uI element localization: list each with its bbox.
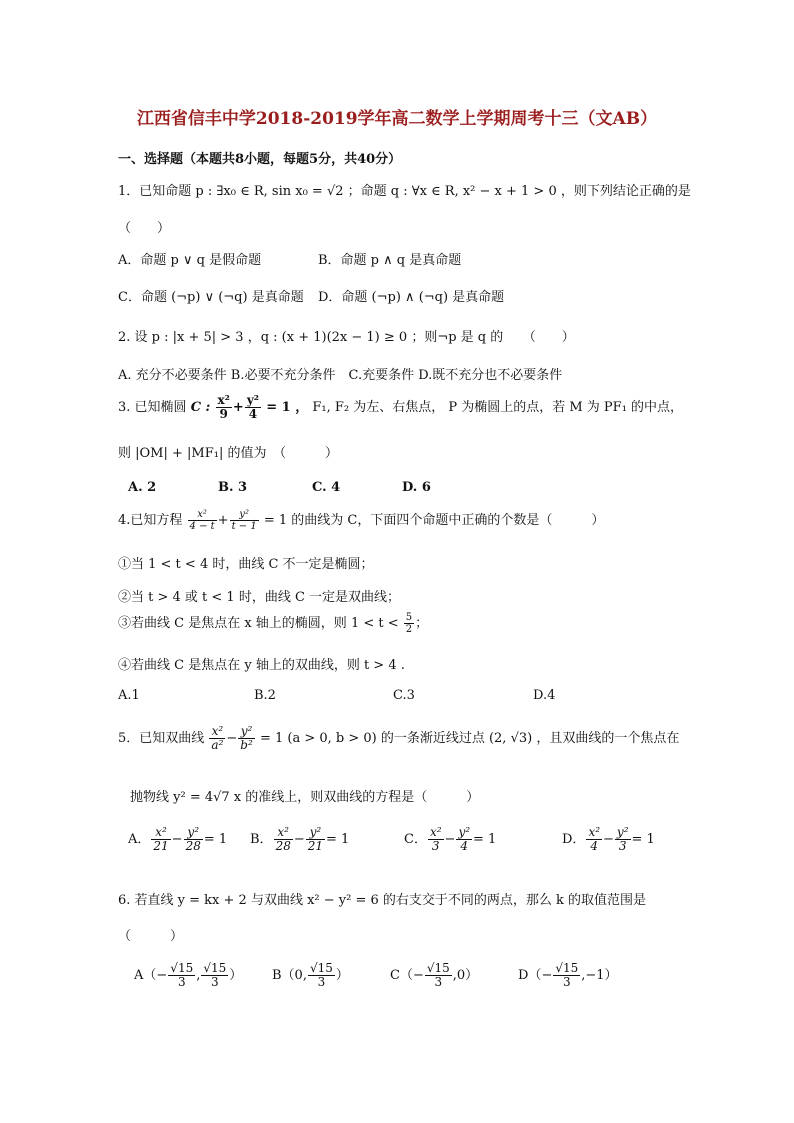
q5-stem: 5．已知双曲线 $\frac{\text{x²}}{\text{a²}}$ − $\frac{\text{y²}}{\text{b²}}$ = 1 (a > 0, b > 0) 的一条渐近线过点 (2, √3) ，且双曲线的一个焦点在 xyxy=(118,724,680,753)
q3-stem: 3. 已知椭圆 C : $\frac{\text{x²}}{9}$ + $\frac{\text{y²}}{4}$ = 1 ， F₁, F₂ 为左、右焦点， P 为椭圆上的点，若 M 为 PF₁ 的中点， xyxy=(118,393,684,422)
q1-option-b: B．命题 p ∧ q 是真命题 xyxy=(318,253,462,268)
q3-stem-post: F₁, F₂ 为左、右焦点， P 为椭圆上的点，若 M 为 PF₁ 的中点， xyxy=(312,400,684,416)
section-heading: 一、选择题（本题共8小题，每题5分，共40分） xyxy=(118,152,402,167)
q6-answer-paren: （ ） xyxy=(118,929,184,944)
q5-fraction-y: $\frac{\text{y²}}{\text{b²}}$ xyxy=(240,724,253,753)
q4-option-b: B.2 xyxy=(254,688,276,703)
q3-fraction-y: $\frac{\text{y²}}{4}$ xyxy=(246,393,260,422)
q4-fraction-five-halves: $\frac{5}{2}$ xyxy=(405,612,413,635)
q2-options: A. 充分不必要条件 B.必要不充分条件 C.充要条件 D.既不充分也不必要条件 xyxy=(118,368,563,383)
q6-option-d: D（− $\frac{√15}{3}$ ,−1） xyxy=(518,961,618,990)
q6-stem: 6. 若直线 y = kx + 2 与双曲线 x² − y² = 6 的右支交于不同的两点，那么 k 的取值范围是 xyxy=(118,893,647,908)
q5-option-d: D． $\frac{\text{x²}}{4}$ − $\frac{\text{y²}}{3}$ = 1 xyxy=(562,825,655,854)
q3-option-c: C. 4 xyxy=(312,480,341,495)
q4-option-a: A.1 xyxy=(118,688,140,703)
q4-statement-2: ②当 t > 4 或 t < 1 时，曲线 C 一定是双曲线； xyxy=(118,590,401,605)
q4-statement-1: ①当 1 < t < 4 时，曲线 C 不一定是椭圆； xyxy=(118,557,374,572)
q1-stem: 1．已知命题 p : ∃x₀ ∈ R, sin x₀ = √2 ；命题 q : ∀x ∈ R, x² − x + 1 > 0 ，则下列结论正确的是 xyxy=(118,184,691,199)
q1-option-c: C．命题 (¬p) ∨ (¬q) 是真命题 xyxy=(118,290,304,305)
q5-fraction-x: $\frac{\text{x²}}{\text{a²}}$ xyxy=(211,724,224,753)
q3-line2: 则 |OM| + |MF₁| 的值为 （ ） xyxy=(118,446,338,461)
q3-option-d: D. 6 xyxy=(402,480,431,495)
q1-answer-paren: （ ） xyxy=(118,221,171,236)
q5-option-c: C． $\frac{\text{x²}}{3}$ − $\frac{\text{y²}}{4}$ = 1 xyxy=(404,825,497,854)
q4-option-d: D.4 xyxy=(533,688,556,703)
q4-fraction-y: $\frac{\text{y²}}{t - 1}$ xyxy=(231,509,257,532)
q3-fraction-x: $\frac{\text{x²}}{9}$ xyxy=(217,393,230,422)
q4-stem: 4.已知方程 $\frac{\text{x²}}{4 - t}$ + $\frac{\text{y²}}{t - 1}$ = 1 的曲线为 C，下面四个命题中正确的个数是（ ） xyxy=(118,509,605,532)
q4-statement-3: ③若曲线 C 是焦点在 x 轴上的椭圆，则 1 < t < $\frac{5}{2}$ ； xyxy=(118,612,429,635)
q5-line2: 抛物线 y² = 4√7 x 的准线上，则双曲线的方程是（ ） xyxy=(130,790,480,805)
q5-option-a: A． $\frac{\text{x²}}{21}$ − $\frac{\text{y²}}{28}$ = 1 xyxy=(128,825,228,854)
q6-option-a: A（− $\frac{√15}{3}$ , $\frac{√15}{3}$ ） xyxy=(134,961,243,990)
q4-option-c: C.3 xyxy=(393,688,415,703)
q3-option-b: B. 3 xyxy=(218,480,248,495)
page-title: 江西省信丰中学2018-2019学年高二数学上学期周考十三（文AB） xyxy=(136,109,658,129)
q3-ellipse-name: C : xyxy=(190,400,211,416)
q2-stem: 2. 设 p : |x + 5| > 3 ，q : (x + 1)(2x − 1) ≥ 0 ；则¬p 是 q 的 （ ） xyxy=(118,330,575,345)
q4-fraction-x: $\frac{\text{x²}}{4 - t}$ xyxy=(189,509,215,532)
q4-statement-4: ④若曲线 C 是焦点在 y 轴上的双曲线，则 t > 4 . xyxy=(118,658,405,673)
q1-option-d: D．命题 (¬p) ∧ (¬q) 是真命题 xyxy=(318,290,505,305)
q6-option-b: B（0, $\frac{√15}{3}$ ） xyxy=(272,961,349,990)
q5-option-b: B． $\frac{\text{x²}}{28}$ − $\frac{\text{y²}}{21}$ = 1 xyxy=(250,825,350,854)
q6-option-c: C（− $\frac{√15}{3}$ ,0） xyxy=(390,961,479,990)
q3-option-a: A. 2 xyxy=(128,480,157,495)
q1-option-a: A．命题 p ∨ q 是假命题 xyxy=(118,253,262,268)
q3-prefix: 3. 已知椭圆 xyxy=(118,400,187,416)
